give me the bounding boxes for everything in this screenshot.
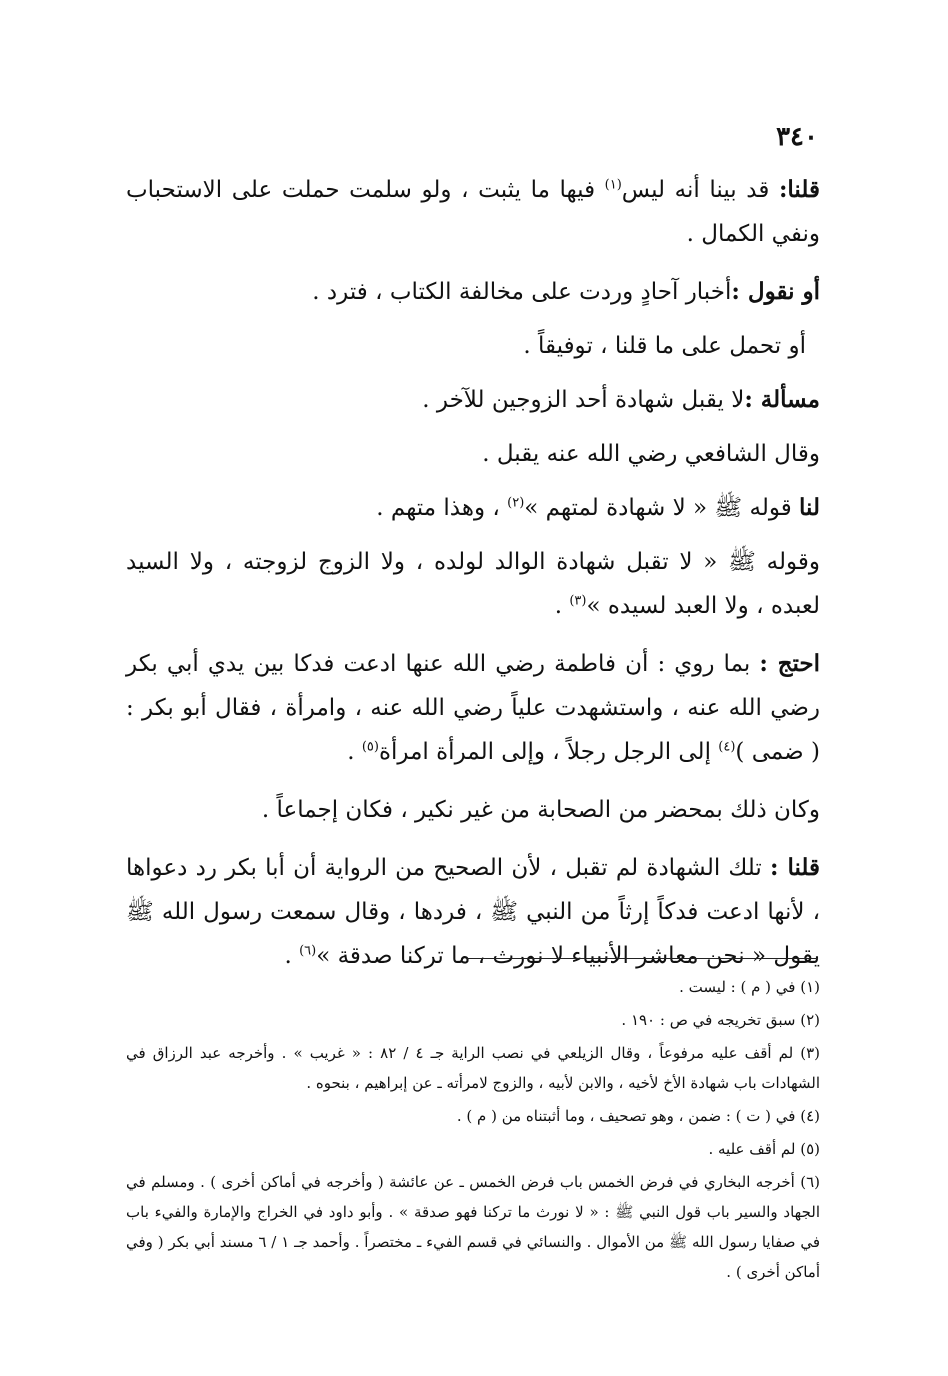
footnote-3 <box>126 1038 820 1098</box>
footnotes <box>126 972 820 1290</box>
paragraph-lead: مسألة : <box>744 386 820 413</box>
paragraph-text: وكان ذلك بمحضر من الصحابة من غير نكير ، فكان إجماعاً . <box>261 797 820 823</box>
paragraph-text: . <box>554 593 570 619</box>
footnote-ref[interactable]: (٦) <box>299 943 317 959</box>
footnote-6 <box>126 1167 820 1287</box>
footnote-number: (٥) <box>800 1140 820 1158</box>
paragraph-shafii <box>126 432 820 476</box>
paragraph-masala <box>126 378 820 422</box>
footnote-text: أخرجه البخاري في فرض الخمس باب فرض الخمس ـ عن عائشة ( وأخرجه في أماكن أخرى ) . ومسلم في الجهاد والسير باب قول النبي ﷺ : « لا نورث ما تركنا فهو صدقة » . وأبو داود في الخراج والإمارة والفيء باب في صفايا رسول الله ﷺ من الأموال . والنسائي في قسم الفيء ـ مختصراً . وأحمد جـ ١ / ٦ مسند أبي بكر ( وفي أماكن أخرى ) . <box>126 1173 821 1281</box>
footnote-text: في ( ت ) : ضمن ، وهو تصحيف ، وما أثبتناه من ( م ) . <box>456 1107 801 1125</box>
footnote-5 <box>126 1134 820 1164</box>
paragraph-text: أو تحمل على ما قلنا ، توفيقاً . <box>523 333 806 359</box>
paragraph-lead: قلنا: <box>778 176 820 203</box>
page-number: ٣٤٠ <box>776 122 818 152</box>
footnote-2 <box>126 1005 820 1035</box>
paragraph-text: . <box>284 943 300 969</box>
paragraph-lead: احتج : <box>759 650 820 677</box>
footnote-4 <box>126 1101 820 1131</box>
paragraph-lana <box>126 486 820 530</box>
footnote-ref[interactable]: (١) <box>604 177 622 193</box>
paragraph-lead: قلنا : <box>770 854 821 881</box>
footnote-number: (٤) <box>800 1107 820 1125</box>
paragraph-text: . <box>347 739 362 765</box>
paragraph-text: لا يقبل شهادة أحد الزوجين للآخر . <box>422 387 745 413</box>
footnote-text: سبق تخريجه في ص : ١٩٠ . <box>621 1011 801 1029</box>
paragraph-waqawluhu <box>126 540 820 628</box>
footnote-text: لم أقف عليه . <box>708 1140 801 1158</box>
footnote-ref[interactable]: (٢) <box>507 495 525 511</box>
paragraph-text: أخبار آحادٍ وردت على مخالفة الكتاب ، فترد . <box>312 279 732 305</box>
footnote-number: (١) <box>800 978 820 996</box>
paragraph-text: وقوله ﷺ « لا تقبل شهادة الوالد لولده ، ولا الزوج لزوجته ، ولا السيد لعبده ، ولا العبد لسيده » <box>126 549 820 619</box>
paragraph-lead: أو نقول : <box>731 278 820 305</box>
paragraph-text: قوله ﷺ « لا شهادة لمتهم » <box>524 495 800 521</box>
main-text <box>126 168 820 992</box>
paragraph-ihtajja <box>126 642 820 774</box>
footnote-ref[interactable]: (٥) <box>361 739 379 755</box>
footnote-text: لم أقف عليه مرفوعاً ، وقال الزيلعي في نصب الراية جـ ٤ / ٨٢ : « غريب » . وأخرجه عبد الرزاق في الشهادات باب شهادة الأخ لأخيه ، والابن لأبيه ، والزوج لامرأته ـ عن إبراهيم ، بنحوه . <box>126 1044 820 1092</box>
paragraph-qulna-1 <box>126 168 820 256</box>
footnote-separator <box>466 958 818 959</box>
paragraph-text: فيها ما يثبت ، ولو سلمت حملت على الاستحباب ونفي الكمال . <box>126 177 820 247</box>
paragraph-aw-naqul <box>126 270 820 314</box>
footnote-number: (٢) <box>800 1011 820 1029</box>
paragraph-text: تلك الشهادة لم تقبل ، لأن الصحيح من الرواية أن أبا بكر رد دعواها ، لأنها ادعت فدكاً إرثاً من النبي ﷺ ، فردها ، وقال سمعت رسول الله ﷺ يقول « نحن معاشر الأنبياء لا نورث ، ما تركنا صدقة » <box>126 855 820 969</box>
footnote-number: (٣) <box>800 1044 820 1062</box>
footnote-ref[interactable]: (٤) <box>718 739 736 755</box>
paragraph-text: ، وهذا متهم . <box>376 495 508 521</box>
paragraph-lead: لنا <box>799 494 820 521</box>
paragraph-text: قد بينا أنه ليس <box>621 177 770 203</box>
footnote-text: في ( م ) : ليست . <box>679 978 801 996</box>
paragraph-text: وقال الشافعي رضي الله عنه يقبل . <box>482 441 820 467</box>
paragraph-text: بما روي : أن فاطمة رضي الله عنها ادعت فدكا بين يدي أبي بكر رضي الله عنه ، واستشهدت علياً رضي الله عنه ، وامرأة ، فقال أبو بكر : ( ضمى ) <box>126 651 820 765</box>
paragraph-wakana <box>126 788 820 832</box>
footnote-number: (٦) <box>800 1173 820 1191</box>
footnote-ref[interactable]: (٣) <box>569 593 587 609</box>
paragraph-tuhmal <box>126 324 820 368</box>
paragraph-text: إلى الرجل رجلاً ، وإلى المرأة امرأة <box>378 739 719 765</box>
footnote-1 <box>126 972 820 1002</box>
